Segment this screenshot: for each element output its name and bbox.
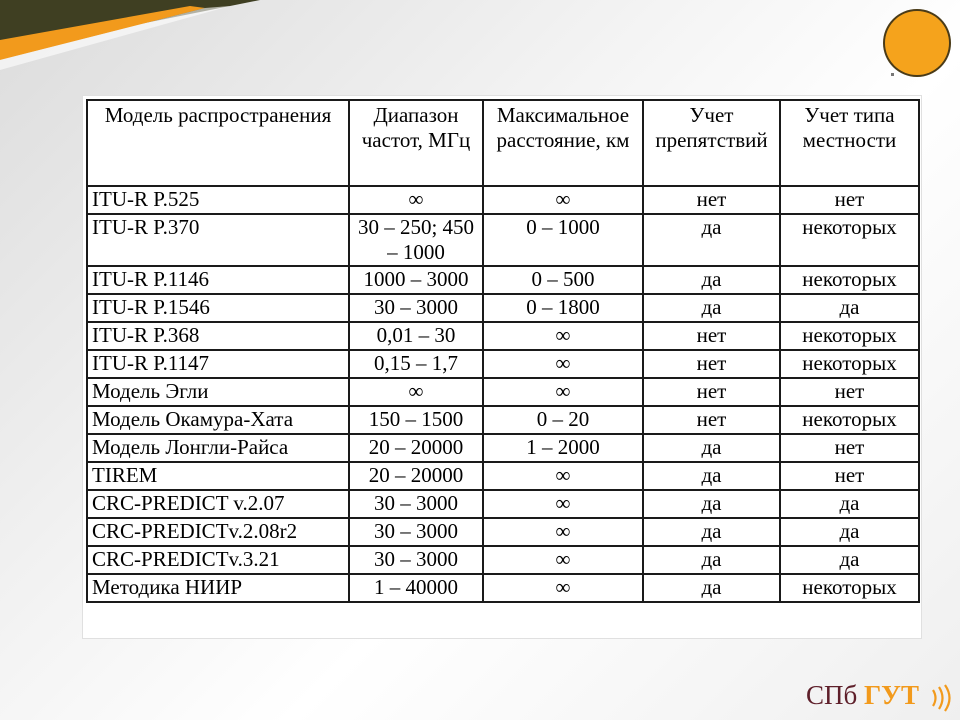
cell-model: Модель Окамура-Хата (87, 406, 349, 434)
cell-frequency: 0,01 – 30 (349, 322, 483, 350)
table-row (87, 434, 919, 462)
header-terrain-type: Учет типа местности (780, 100, 919, 186)
cell-model: ITU-R P.525 (87, 186, 349, 214)
cell-model: TIREM (87, 462, 349, 490)
table-row (87, 574, 919, 602)
cell-frequency: 30 – 3000 (349, 546, 483, 574)
cell-terrain: некоторых (780, 214, 919, 266)
cell-model: ITU-R P.1546 (87, 294, 349, 322)
cell-model: ITU-R P.370 (87, 214, 349, 266)
table-row (87, 378, 919, 406)
cell-terrain: некоторых (780, 322, 919, 350)
cell-model: CRC-PREDICTv.2.08r2 (87, 518, 349, 546)
cell-distance: ∞ (483, 186, 643, 214)
cell-distance: ∞ (483, 490, 643, 518)
cell-obstacles: да (643, 294, 780, 322)
cell-obstacles: да (643, 266, 780, 294)
cell-terrain: некоторых (780, 266, 919, 294)
cell-terrain: нет (780, 186, 919, 214)
cell-distance: ∞ (483, 322, 643, 350)
logo-text-gut: ГУТ (864, 680, 920, 710)
cell-obstacles: да (643, 518, 780, 546)
cell-distance: ∞ (483, 378, 643, 406)
cell-frequency: 30 – 3000 (349, 294, 483, 322)
cell-obstacles: да (643, 214, 780, 266)
cell-model: ITU-R P.1147 (87, 350, 349, 378)
cell-obstacles: нет (643, 322, 780, 350)
cell-obstacles: нет (643, 406, 780, 434)
cell-frequency: ∞ (349, 378, 483, 406)
cell-terrain: нет (780, 434, 919, 462)
table-row (87, 214, 919, 266)
cell-frequency: 150 – 1500 (349, 406, 483, 434)
table-body (87, 186, 919, 602)
cell-model: CRC-PREDICTv.3.21 (87, 546, 349, 574)
cell-obstacles: нет (643, 378, 780, 406)
dot-decoration (891, 73, 894, 76)
table-row (87, 406, 919, 434)
table-row (87, 350, 919, 378)
header-max-distance: Максимальное расстояние, км (483, 100, 643, 186)
cell-terrain: да (780, 490, 919, 518)
table-row (87, 186, 919, 214)
cell-obstacles: нет (643, 350, 780, 378)
cell-obstacles: да (643, 546, 780, 574)
cell-frequency: 1 – 40000 (349, 574, 483, 602)
table-row (87, 462, 919, 490)
corner-banner (0, 0, 320, 70)
cell-terrain: некоторых (780, 406, 919, 434)
cell-distance: 0 – 500 (483, 266, 643, 294)
cell-frequency: 20 – 20000 (349, 462, 483, 490)
cell-frequency: ∞ (349, 186, 483, 214)
cell-model: ITU-R P.368 (87, 322, 349, 350)
cell-distance: 0 – 20 (483, 406, 643, 434)
table-row (87, 518, 919, 546)
cell-obstacles: нет (643, 186, 780, 214)
cell-distance: ∞ (483, 574, 643, 602)
cell-frequency: 30 – 250; 450 – 1000 (349, 214, 483, 266)
cell-terrain: да (780, 546, 919, 574)
cell-obstacles: да (643, 462, 780, 490)
cell-terrain: да (780, 294, 919, 322)
spbgut-logo (806, 680, 956, 714)
cell-terrain: некоторых (780, 350, 919, 378)
cell-model: Модель Эгли (87, 378, 349, 406)
cell-terrain: нет (780, 378, 919, 406)
table-header-row (87, 100, 919, 186)
cell-obstacles: да (643, 574, 780, 602)
cell-frequency: 30 – 3000 (349, 518, 483, 546)
cell-model: CRC-PREDICT v.2.07 (87, 490, 349, 518)
cell-terrain: нет (780, 462, 919, 490)
cell-distance: 0 – 1000 (483, 214, 643, 266)
cell-terrain: да (780, 518, 919, 546)
cell-frequency: 20 – 20000 (349, 434, 483, 462)
propagation-models-table (86, 99, 920, 603)
table-row (87, 490, 919, 518)
cell-terrain: некоторых (780, 574, 919, 602)
cell-frequency: 1000 – 3000 (349, 266, 483, 294)
header-model: Модель распространения (87, 100, 349, 186)
cell-model: Модель Лонгли-Райса (87, 434, 349, 462)
table-row (87, 322, 919, 350)
cell-obstacles: да (643, 434, 780, 462)
cell-distance: 0 – 1800 (483, 294, 643, 322)
table-row (87, 546, 919, 574)
cell-distance: 1 – 2000 (483, 434, 643, 462)
cell-frequency: 30 – 3000 (349, 490, 483, 518)
logo-text-spb: СПб (806, 680, 858, 710)
signal-waves-icon (930, 684, 954, 712)
table-container (82, 95, 922, 639)
cell-model: ITU-R P.1146 (87, 266, 349, 294)
cell-distance: ∞ (483, 350, 643, 378)
cell-distance: ∞ (483, 462, 643, 490)
cell-model: Методика НИИР (87, 574, 349, 602)
cell-distance: ∞ (483, 518, 643, 546)
cell-frequency: 0,15 – 1,7 (349, 350, 483, 378)
header-obstacles: Учет препятствий (643, 100, 780, 186)
cell-distance: ∞ (483, 546, 643, 574)
cell-obstacles: да (643, 490, 780, 518)
table-row (87, 266, 919, 294)
header-frequency-range: Диапазон частот, МГц (349, 100, 483, 186)
table-row (87, 294, 919, 322)
orange-circle-decoration (885, 11, 949, 75)
